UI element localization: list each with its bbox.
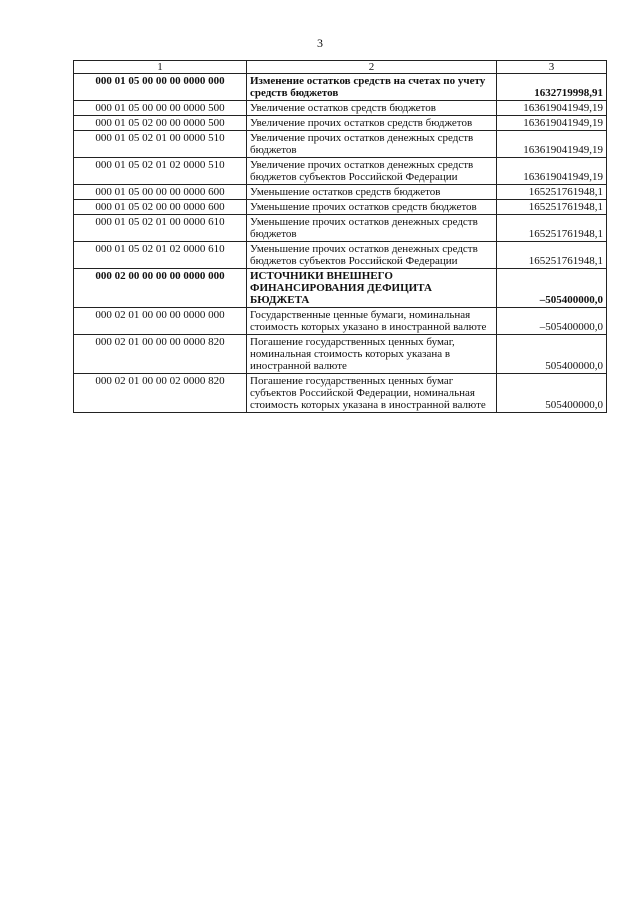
- table-row: [74, 101, 607, 116]
- amount-cell: 165251761948,1: [497, 242, 607, 269]
- amount-cell: 165251761948,1: [497, 185, 607, 200]
- table-row: [74, 242, 607, 269]
- header-col-3: 3: [497, 61, 607, 74]
- code-cell: 000 02 01 00 00 00 0000 000: [74, 308, 247, 335]
- name-cell: Уменьшение прочих остатков средств бюджетов: [247, 200, 497, 215]
- page-number: 3: [317, 36, 323, 50]
- budget-sources-table: [73, 60, 607, 413]
- table-row: [74, 131, 607, 158]
- code-cell: 000 01 05 00 00 00 0000 000: [74, 74, 247, 101]
- amount-cell: 505400000,0: [497, 335, 607, 374]
- table-row: [74, 269, 607, 308]
- code-cell: 000 01 05 00 00 00 0000 500: [74, 101, 247, 116]
- code-cell: 000 01 05 02 00 00 0000 500: [74, 116, 247, 131]
- name-cell: Увеличение остатков средств бюджетов: [247, 101, 497, 116]
- name-cell: Увеличение прочих остатков денежных средств бюджетов субъектов Российской Федерации: [247, 158, 497, 185]
- code-cell: 000 01 05 02 01 02 0000 510: [74, 158, 247, 185]
- table-row: [74, 158, 607, 185]
- amount-cell: 163619041949,19: [497, 131, 607, 158]
- amount-cell: –505400000,0: [497, 308, 607, 335]
- name-cell: Уменьшение прочих остатков денежных средств бюджетов субъектов Российской Федерации: [247, 242, 497, 269]
- name-cell: Уменьшение прочих остатков денежных средств бюджетов: [247, 215, 497, 242]
- code-cell: 000 02 01 00 00 02 0000 820: [74, 374, 247, 413]
- code-cell: 000 01 05 00 00 00 0000 600: [74, 185, 247, 200]
- code-cell: 000 01 05 02 01 02 0000 610: [74, 242, 247, 269]
- amount-cell: 1632719998,91: [497, 74, 607, 101]
- table-header: [74, 61, 607, 74]
- code-cell: 000 01 05 02 01 00 0000 610: [74, 215, 247, 242]
- name-cell: Увеличение прочих остатков денежных средств бюджетов: [247, 131, 497, 158]
- header-col-1: 1: [74, 61, 247, 74]
- table-body: [74, 74, 607, 413]
- header-row: [74, 61, 607, 74]
- table-row: [74, 335, 607, 374]
- table-row: [74, 74, 607, 101]
- name-cell: Погашение государственных ценных бумаг субъектов Российской Федерации, номинальная стоимость которых указана в иностранной валюте: [247, 374, 497, 413]
- name-cell: Уменьшение остатков средств бюджетов: [247, 185, 497, 200]
- table-row: [74, 308, 607, 335]
- table-row: [74, 374, 607, 413]
- table-row: [74, 116, 607, 131]
- name-cell: Увеличение прочих остатков средств бюджетов: [247, 116, 497, 131]
- amount-cell: 163619041949,19: [497, 116, 607, 131]
- name-cell: ИСТОЧНИКИ ВНЕШНЕГО ФИНАНСИРОВАНИЯ ДЕФИЦИТА БЮДЖЕТА: [247, 269, 497, 308]
- code-cell: 000 02 00 00 00 00 0000 000: [74, 269, 247, 308]
- amount-cell: 165251761948,1: [497, 200, 607, 215]
- table-row: [74, 200, 607, 215]
- name-cell: Изменение остатков средств на счетах по учету средств бюджетов: [247, 74, 497, 101]
- code-cell: 000 02 01 00 00 00 0000 820: [74, 335, 247, 374]
- code-cell: 000 01 05 02 00 00 0000 600: [74, 200, 247, 215]
- amount-cell: 163619041949,19: [497, 158, 607, 185]
- amount-cell: –505400000,0: [497, 269, 607, 308]
- code-cell: 000 01 05 02 01 00 0000 510: [74, 131, 247, 158]
- amount-cell: 505400000,0: [497, 374, 607, 413]
- amount-cell: 163619041949,19: [497, 101, 607, 116]
- table-row: [74, 215, 607, 242]
- table-row: [74, 185, 607, 200]
- header-col-2: 2: [247, 61, 497, 74]
- name-cell: Государственные ценные бумаги, номинальная стоимость которых указано в иностранной валюте: [247, 308, 497, 335]
- name-cell: Погашение государственных ценных бумаг, номинальная стоимость которых указана в иностранной валюте: [247, 335, 497, 374]
- amount-cell: 165251761948,1: [497, 215, 607, 242]
